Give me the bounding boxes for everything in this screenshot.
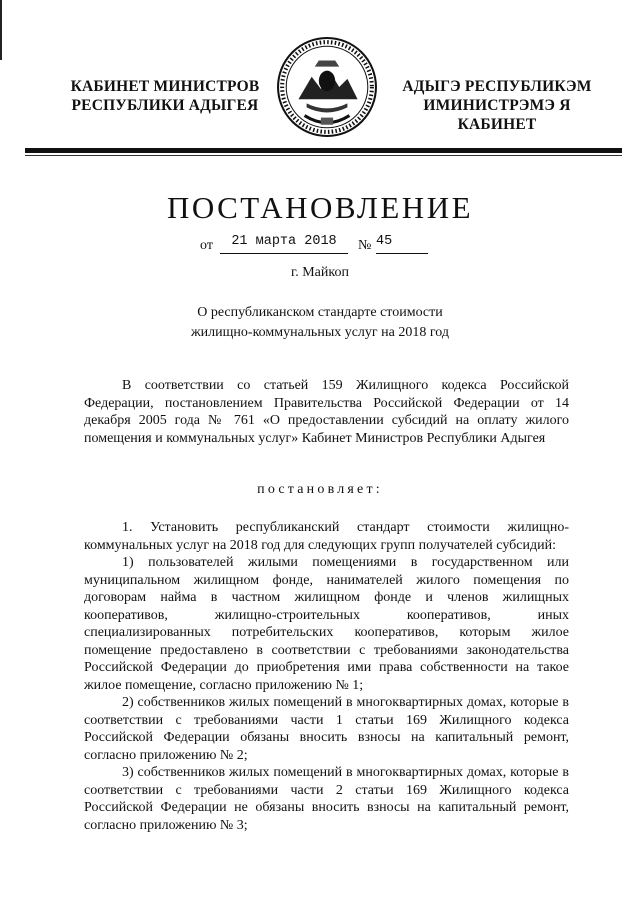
header-rule-thick (25, 148, 622, 153)
subitem-3-paragraph: 3) собственников жилых помещений в многоквартирных домах, которые в соответствии с требованиями части 2 статьи 169 Жилищного кодекса Российской Федерации не обязаны вносить взносы на капитальный ремонт, согласно приложению № 3; (84, 765, 569, 833)
org-name-russian (65, 77, 265, 115)
decree-body (84, 519, 569, 834)
org-name-russian-line1: КАБИНЕТ МИНИСТРОВ (70, 78, 260, 95)
org-name-adyghe (386, 77, 608, 134)
subitem-1-paragraph: 1) пользователей жилыми помещениями в государственном или муниципальном жилищном фонде, нанимателей жилого помещения по договорам найма в частном жилищном фонде и членов жилищных кооперативов, жилищно-строительных кооперативов, иных специализированных потребительских кооперативов, которым жилое помещение предоставлено в соответствии с требованиями законодательства Российской Федерации до приобретения ими права собственности на такое жилое помещение, согласно приложению № 1; (84, 555, 569, 693)
decree-word: постановляет: (257, 482, 383, 497)
header-rule-thin (25, 155, 622, 156)
org-name-adyghe-line2: ИМИНИСТРЭМЭ Я КАБИНЕТ (423, 97, 571, 133)
org-name-adyghe-line1: АДЫГЭ РЕСПУБЛИКЭМ (402, 78, 592, 95)
subject-line-2: жилищно-коммунальных услуг на 2018 год (191, 325, 449, 340)
item-1-paragraph: 1. Установить республиканский стандарт стоимости жилищно-коммунальных услуг на 2018 год для следующих групп получателей субсидий: (84, 520, 569, 553)
preamble-block (84, 377, 569, 447)
date-prefix: от (200, 238, 213, 253)
subitem-2-paragraph: 2) собственников жилых помещений в многоквартирных домах, которые в соответствии с требованиями части 1 статьи 169 Жилищного кодекса Российской Федерации обязаны вносить взносы на капитальный ремонт, согласно приложению № 2; (84, 695, 569, 763)
number-prefix: № (358, 238, 372, 253)
subject-line-1: О республиканском стандарте стоимости (197, 305, 443, 320)
date-value: 21 марта 2018 (220, 234, 348, 254)
document-subject (120, 303, 520, 343)
document-title: ПОСТАНОВЛЕНИЕ (166, 190, 474, 225)
number-value: 45 (376, 234, 428, 254)
org-name-russian-line2: РЕСПУБЛИКИ АДЫГЕЯ (71, 97, 259, 114)
scan-edge-mark (0, 0, 2, 60)
city-line: г. Майкоп (291, 265, 349, 280)
republic-emblem-seal (276, 36, 378, 138)
preamble-paragraph: В соответствии со статьей 159 Жилищного кодекса Российской Федерации, постановлением Правительства Российской Федерации от 14 декабря 2005 года № 761 «О предоставлении субсидий на оплату жилого помещения и коммунальных услуг» Кабинет Министров Республики Адыгея (84, 378, 569, 446)
